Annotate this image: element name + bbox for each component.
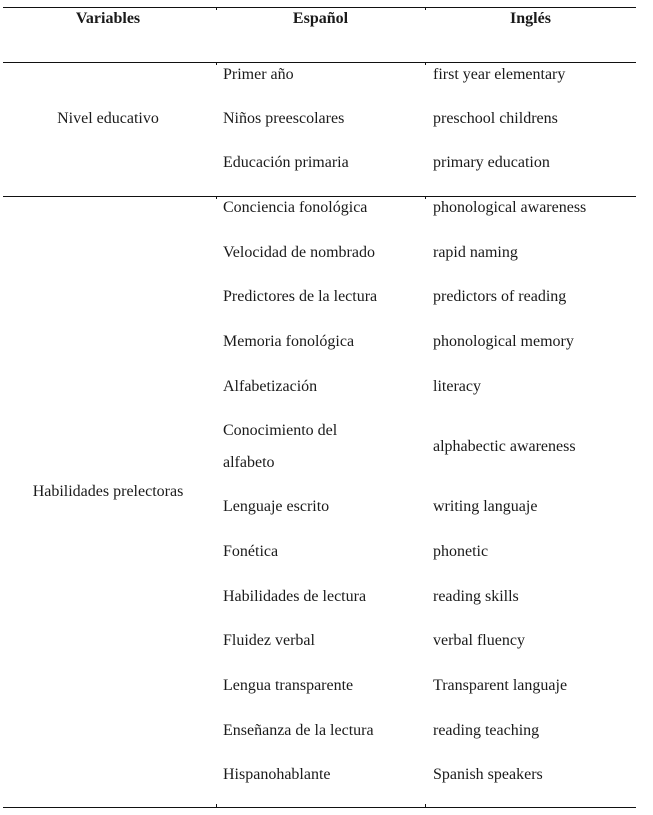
term-es: Conciencia fonológica <box>223 199 368 216</box>
term-es: Fonética <box>223 543 279 560</box>
term-es: Alfabetización <box>223 378 318 395</box>
term-en: reading teaching <box>433 722 540 739</box>
top-rule <box>3 7 636 8</box>
term-es: Memoria fonológica <box>223 333 355 350</box>
term-en: literacy <box>433 378 481 395</box>
term-en: preschool childrens <box>433 110 558 127</box>
term-es: Fluidez verbal <box>223 632 315 649</box>
term-en: first year elementary <box>433 66 566 83</box>
column-tick <box>216 196 217 199</box>
term-es: Lengua transparente <box>223 677 354 694</box>
column-tick <box>425 62 426 65</box>
variable-label: Habilidades prelectoras <box>32 483 184 500</box>
header-espanol: Español <box>292 10 349 27</box>
term-en: phonological awareness <box>433 199 587 216</box>
term-en: phonetic <box>433 543 489 560</box>
term-en: writing languaje <box>433 498 538 515</box>
term-en: phonological memory <box>433 333 574 350</box>
column-tick <box>216 62 217 65</box>
term-es: Habilidades de lectura <box>223 588 367 605</box>
term-es-line2: alfabeto <box>223 454 275 471</box>
header-rule <box>3 62 636 63</box>
term-en: Spanish speakers <box>433 766 543 783</box>
term-es: Niños preescolares <box>223 110 345 127</box>
term-es: Enseñanza de la lectura <box>223 722 374 739</box>
term-es-line1: Conocimiento del <box>223 422 338 439</box>
term-es: Primer año <box>223 66 294 83</box>
term-en: reading skills <box>433 588 519 605</box>
term-en: rapid naming <box>433 244 518 261</box>
term-es: Educación primaria <box>223 154 349 171</box>
group-divider <box>3 196 636 197</box>
bottom-rule <box>3 807 636 808</box>
header-variables: Variables <box>75 10 141 27</box>
term-en: Transparent languaje <box>433 677 568 694</box>
term-en: verbal fluency <box>433 632 525 649</box>
term-es: Velocidad de nombrado <box>223 244 375 261</box>
term-es: Predictores de la lectura <box>223 288 378 305</box>
column-tick <box>425 196 426 199</box>
term-en: alphabectic awareness <box>433 438 576 455</box>
column-tick <box>425 804 426 807</box>
term-es: Lenguaje escrito <box>223 498 330 515</box>
term-en: predictors of reading <box>433 288 567 305</box>
term-es: Hispanohablante <box>223 766 331 783</box>
variable-label: Nivel educativo <box>57 110 159 127</box>
header-ingles: Inglés <box>510 10 551 27</box>
column-tick <box>216 804 217 807</box>
term-en: primary education <box>433 154 550 171</box>
